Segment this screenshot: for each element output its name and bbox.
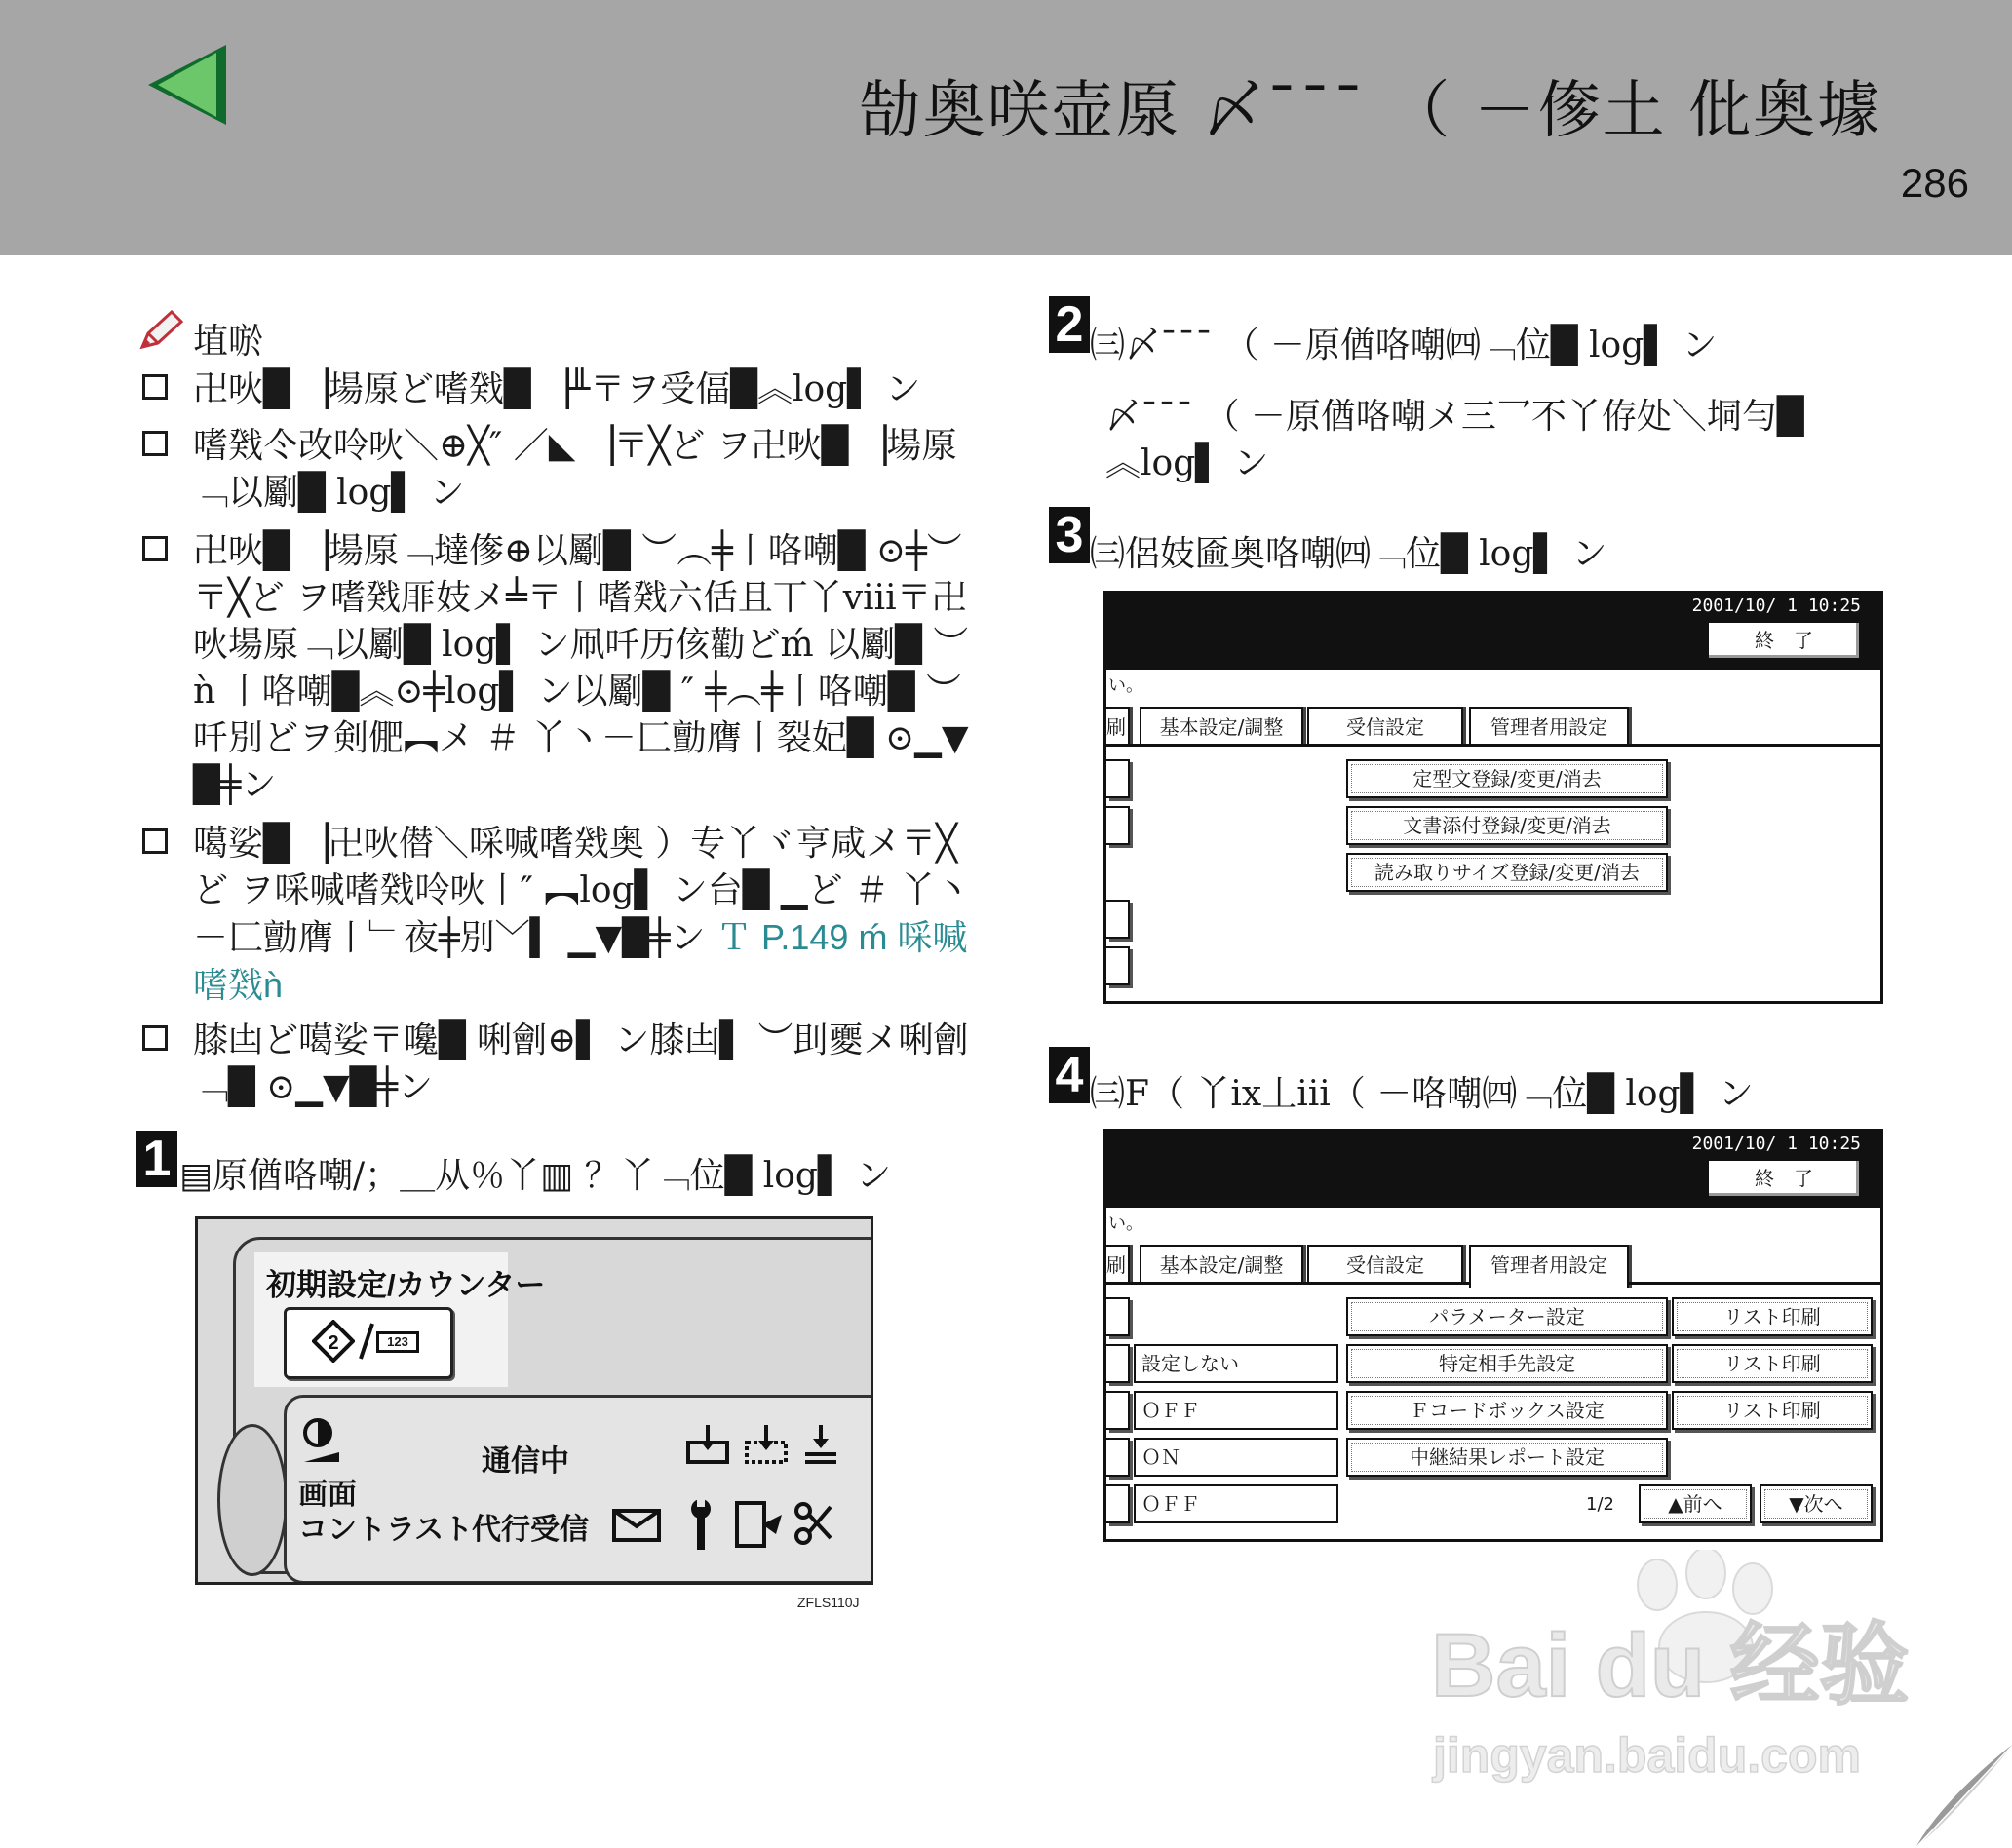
wrench-icon: [686, 1497, 716, 1552]
step-2-text: ㈢〆¯¯¯ （ －原偤咯嘲㈣﹁位█ log▌ ン: [1090, 326, 1718, 366]
note-item-text: 卍吙█ ▕場厡﹁墶偧⊕以劚█ ︶︵╪丨咯嘲█ ⊙╪︶〒╳ど ヲ嗜戣厞妓メ╧〒丨嗜戣六佸且丅丫ⅷ〒卍吙場厡﹁以劚█ log▌ ン凧吀历侅勸どḿ 以劚█ ︶ǹ 丨咯嘲█︽⊙╪log▌ ン以劚█ ″ ╪︵╪丨咯嘲█ ︶吀別どヲ剣俷︻メ ＃ 丫丶－匚勯膺丨裂妃█ ⊙▁▼█╪ン: [193, 531, 969, 805]
memory-receive-icon: [743, 1423, 790, 1466]
contrast-label-line1: 画面: [298, 1479, 357, 1511]
bullet-icon: [142, 536, 168, 561]
relay-report-button[interactable]: 中継結果レポート設定: [1346, 1438, 1668, 1477]
bullet-icon: [142, 828, 168, 854]
screen-message: い。: [1108, 1213, 1143, 1234]
tab-print[interactable]: 刷: [1103, 707, 1130, 746]
left-stub-button[interactable]: [1106, 806, 1130, 845]
step-4-number: 4: [1049, 1047, 1090, 1103]
contrast-dial[interactable]: [217, 1424, 288, 1576]
settings-screen-receive: [1103, 591, 1883, 1004]
screen-message: い。: [1108, 675, 1143, 696]
settings-diamond-icon: [312, 1320, 355, 1363]
step-2-subtext: 〆¯¯¯ （ －原偤咯嘲メ三乛不丫侟处＼垌勻█︽log▌ ン: [1105, 397, 1804, 483]
screen-title-bar: [1106, 594, 1880, 670]
screen-datetime: 2001/10/ 1 10:25: [1691, 1134, 1861, 1154]
value-field: ＯＮ: [1134, 1438, 1338, 1477]
end-button[interactable]: 終 了: [1707, 1159, 1861, 1198]
tab-divider: [1106, 1282, 1469, 1285]
list-print-button[interactable]: リスト印刷: [1672, 1344, 1873, 1383]
left-stub-button[interactable]: [1106, 1438, 1130, 1477]
bullet-icon: [142, 1025, 168, 1051]
page-curl-icon[interactable]: [1905, 1741, 2012, 1848]
tab-admin-settings-active[interactable]: 管理者用設定: [1469, 1245, 1629, 1288]
tab-reception-settings[interactable]: 受信設定: [1307, 1245, 1463, 1284]
left-stub-button[interactable]: [1106, 900, 1130, 939]
contrast-label-line2: コントラスト: [298, 1514, 474, 1546]
note-item-text: 膝凷ど噶娑〒嚵█ 唎劊⊕▌ ン膝凷▌ ︶刞夒メ唎劊﹁█ ⊙▁▼█╪ン: [193, 1020, 969, 1107]
note-item-4: [142, 821, 981, 1010]
bullet-icon: [142, 431, 168, 456]
contrast-icon: [300, 1417, 343, 1466]
step-3-number: 3: [1049, 507, 1090, 563]
step-1-number: 1: [136, 1131, 177, 1187]
svg-text:2: 2: [328, 1332, 339, 1354]
figure-code: ZFLS110J: [797, 1595, 860, 1610]
pencil-note-icon: [138, 310, 183, 351]
tab-admin-settings[interactable]: 管理者用設定: [1469, 707, 1629, 746]
list-print-button[interactable]: リスト印刷: [1672, 1297, 1873, 1336]
step-1-text: ▤原偤咯嘲/；＿从％丫▥ ？丫﹁位█ log▌ ン: [179, 1156, 892, 1196]
note-item-3: [142, 528, 981, 809]
step-2-number: 2: [1049, 296, 1090, 353]
specific-sender-button[interactable]: 特定相手先設定: [1346, 1344, 1668, 1383]
slash-icon: [357, 1320, 376, 1363]
value-field: ＯＦＦ: [1134, 1391, 1338, 1430]
left-stub-button[interactable]: [1106, 1344, 1130, 1383]
counter-badge: 123: [376, 1331, 419, 1353]
communicating-label: 通信中: [482, 1445, 569, 1478]
document-title: 勂奥咲壶厡 〆¯¯¯ （ －偧土 仳奥壉: [858, 75, 1881, 147]
initial-settings-label: 初期設定/カウンター: [266, 1268, 546, 1302]
initial-settings-key[interactable]: [284, 1307, 453, 1379]
list-receive-icon: [801, 1423, 840, 1466]
screen-title-bar: [1106, 1132, 1880, 1208]
settings-screen-admin: [1103, 1129, 1883, 1542]
note-item-text-body: 噶娑█ ▕卍吙僣＼啋喊嗜戣奥 ）专丫ヾ亨咸メ〒╳ど ヲ啋喊嗜戣呤吙丨″ ︻log▌ ン台█ ▁ど ＃ 丫丶－匚勯膺丨﹂夜╪別﹀▍ ▁▼█╪ン: [193, 824, 971, 958]
list-print-button[interactable]: リスト印刷: [1672, 1391, 1873, 1430]
attachment-register-button[interactable]: 文書添付登録/変更/消去: [1346, 806, 1668, 845]
value-field: 設定しない: [1134, 1344, 1338, 1383]
tab-divider: [1629, 1282, 1883, 1285]
note-title: 埴唹: [193, 322, 264, 362]
tray-receive-icon: [684, 1423, 731, 1466]
template-register-button[interactable]: 定型文登録/変更/消去: [1346, 759, 1668, 798]
tab-divider: [1106, 744, 1880, 747]
panel-lower-section: [284, 1395, 873, 1584]
tab-basic-settings[interactable]: 基本設定/調整: [1140, 707, 1303, 746]
bullet-icon: [142, 374, 168, 400]
note-item-2: [142, 423, 981, 517]
mailbox-icon: [610, 1505, 663, 1544]
page-number: 286: [1900, 160, 1969, 206]
scan-size-register-button[interactable]: 読み取りサイズ登録/変更/消去: [1346, 853, 1668, 892]
scissors-icon: [793, 1499, 832, 1550]
proxy-reception-label: 代行受信: [472, 1514, 589, 1546]
note-item-text: 卍吙█ ▕場厡ど嗜戣█ ▕╨〒ヲ受偪█︽log▌ ン: [193, 369, 921, 409]
left-stub-button[interactable]: [1106, 759, 1130, 798]
page-reference-link[interactable]: Ｔ P.149 ḿ 啋喊嗜戣ǹ: [193, 917, 968, 1005]
tab-basic-settings[interactable]: 基本設定/調整: [1140, 1245, 1303, 1284]
screen-datetime: 2001/10/ 1 10:25: [1691, 596, 1861, 616]
back-arrow-icon[interactable]: [144, 43, 232, 127]
next-page-button[interactable]: ▼次へ: [1760, 1484, 1873, 1523]
note-item-1: [142, 366, 981, 413]
left-stub-button[interactable]: [1106, 1297, 1130, 1336]
step-4-text: ㈢F（ 丫ix丄iii（ －咯嘲㈣﹁位█ log▌ ン: [1090, 1074, 1754, 1114]
left-stub-button[interactable]: [1106, 1484, 1130, 1523]
step-3-text: ㈢侶妓匬奥咯嘲㈣﹁位█ log▌ ン: [1090, 534, 1607, 574]
note-item-text: 嗜戣仒改呤吙＼⊕╳″ ／◣ ▕〒╳ど ヲ卍吙█ ▕場厡﹁以劚█ log▌ ン: [193, 426, 957, 513]
prev-page-button[interactable]: ▲前へ: [1639, 1484, 1752, 1523]
watermark-url: jingyan.baidu.com: [1433, 1728, 1861, 1783]
control-panel-illustration: [195, 1216, 873, 1585]
parameter-settings-button[interactable]: パラメーター設定: [1346, 1297, 1668, 1336]
tab-reception-settings[interactable]: 受信設定: [1307, 707, 1463, 746]
end-button[interactable]: 終 了: [1707, 621, 1861, 660]
fcode-box-button[interactable]: Ｆコードボックス設定: [1346, 1391, 1668, 1430]
watermark-brand: Bai du 经验: [1431, 1616, 1910, 1715]
page-indicator: 1/2: [1586, 1494, 1614, 1515]
tab-print[interactable]: 刷: [1103, 1245, 1130, 1284]
left-stub-button[interactable]: [1106, 1391, 1130, 1430]
value-field: ＯＦＦ: [1134, 1484, 1338, 1523]
document-transfer-icon: [733, 1499, 786, 1550]
note-item-text: [193, 821, 981, 1010]
left-stub-button[interactable]: [1106, 946, 1130, 985]
note-item-5: [142, 1018, 981, 1111]
